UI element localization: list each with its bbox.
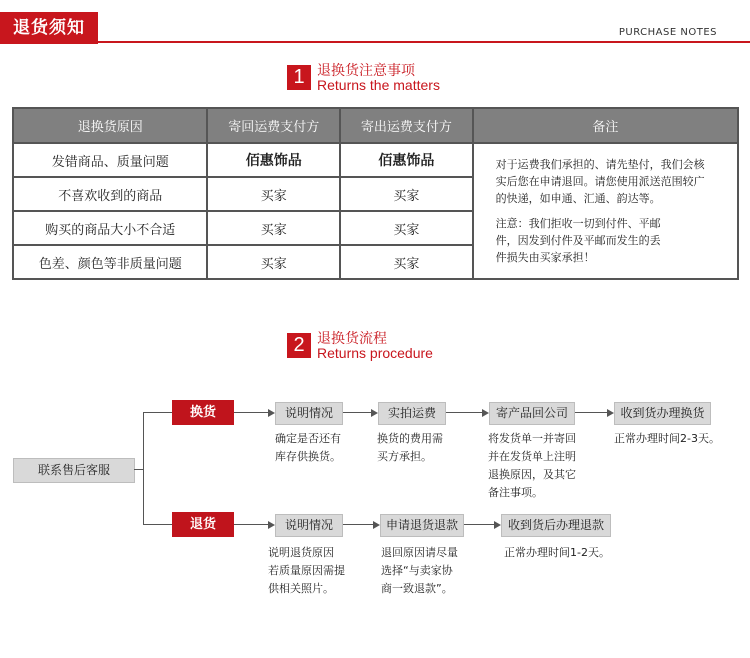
table-cell: 买家 [207, 211, 340, 245]
section1-title-en: Returns the matters [317, 77, 440, 93]
desc-line: 若质量原因需提 [268, 564, 345, 577]
desc-line: 买方承担。 [377, 450, 432, 463]
column-header: 寄回运费支付方 [207, 108, 340, 143]
exchange-step-2-desc [377, 430, 443, 466]
remark-paragraph-1 [496, 156, 723, 207]
arrow-icon [607, 409, 614, 417]
table-header-row [13, 108, 738, 143]
connector-line [143, 524, 173, 525]
desc-line: 备注事项。 [488, 486, 543, 499]
section1-number: 1 [287, 65, 311, 90]
connector-line [343, 524, 373, 525]
contact-service-box: 联系售后客服 [13, 458, 135, 483]
exchange-step-4-desc [614, 430, 720, 448]
connector-line [575, 412, 607, 413]
exchange-step-1: 说明情况 [275, 402, 343, 425]
desc-line: 供相关照片。 [268, 582, 334, 595]
connector-line [234, 524, 268, 525]
column-header: 备注 [473, 108, 738, 143]
arrow-icon [482, 409, 489, 417]
desc-line: 正常办理时间2-3天。 [614, 432, 720, 445]
remark-line: 件损失由买家承担！ [495, 251, 595, 264]
table-cell: 购买的商品大小不合适 [13, 211, 207, 245]
page-title: 退货须知 [0, 12, 98, 44]
return-step-3: 收到货后办理退款 [501, 514, 611, 537]
arrow-icon [268, 521, 275, 529]
section2-number: 2 [287, 333, 311, 358]
arrow-icon [373, 521, 380, 529]
column-header: 退换货原因 [13, 108, 207, 143]
desc-line: 确定是否还有 [275, 432, 341, 445]
desc-line: 退换原因，及其它 [488, 468, 576, 481]
connector-line [446, 412, 482, 413]
exchange-step-4: 收到货办理换货 [614, 402, 711, 425]
table-cell: 买家 [207, 245, 340, 279]
section1-title-cn: 退换货注意事项 [317, 63, 415, 79]
table-cell: 佰惠饰品 [207, 143, 340, 177]
exchange-label: 换货 [172, 400, 234, 425]
desc-line: 正常办理时间1-2天。 [504, 546, 610, 559]
header-divider [98, 41, 750, 43]
table-cell: 不喜欢收到的商品 [13, 177, 207, 211]
table-cell: 买家 [207, 177, 340, 211]
remark-line: 的快递，如申通、汇通、韵达等。 [495, 192, 661, 205]
table-cell: 色差、颜色等非质量问题 [13, 245, 207, 279]
remark-line: 对于运费我们承担的、请先垫付，我们会核 [495, 158, 705, 171]
connector-line [143, 412, 144, 525]
table-cell: 买家 [340, 177, 473, 211]
exchange-step-3-desc [488, 430, 576, 502]
table-row [13, 143, 738, 177]
table-cell: 买家 [340, 245, 473, 279]
return-step-2-desc [381, 544, 458, 598]
arrow-icon [268, 409, 275, 417]
remark-line: 注意：我们拒收一切到付件、平邮 [495, 217, 661, 230]
connector-line [143, 412, 173, 413]
returns-table [12, 107, 739, 280]
return-step-2: 申请退货退款 [380, 514, 464, 537]
desc-line: 商一致退款”。 [381, 582, 453, 595]
remark-cell [473, 143, 738, 279]
connector-line [234, 412, 268, 413]
arrow-icon [494, 521, 501, 529]
return-label: 退货 [172, 512, 234, 537]
section2-title-en: Returns procedure [317, 345, 433, 361]
desc-line: 选择“与卖家协 [381, 564, 453, 577]
connector-line [464, 524, 494, 525]
return-step-1: 说明情况 [275, 514, 343, 537]
desc-line: 退回原因请尽量 [381, 546, 458, 559]
table-cell: 发错商品、质量问题 [13, 143, 207, 177]
remark-line: 实后您在申请退回。请您使用派送范围较广 [495, 175, 705, 188]
table-cell: 佰惠饰品 [340, 143, 473, 177]
exchange-step-3: 寄产品回公司 [489, 402, 575, 425]
exchange-step-2: 实拍运费 [378, 402, 446, 425]
remark-paragraph-2 [496, 215, 723, 266]
desc-line: 换货的费用需 [377, 432, 443, 445]
exchange-step-1-desc [275, 430, 341, 466]
desc-line: 并在发货单上注明 [488, 450, 576, 463]
remark-line: 件，因发到付件及平邮而发生的丢 [495, 234, 661, 247]
desc-line: 说明退货原因 [268, 546, 334, 559]
desc-line: 库存供换货。 [275, 450, 341, 463]
table-cell: 买家 [340, 211, 473, 245]
connector-line [343, 412, 371, 413]
return-step-1-desc [268, 544, 345, 598]
return-step-3-desc [504, 544, 610, 562]
purchase-notes-label: PURCHASE NOTES [618, 27, 717, 38]
section2-title-cn: 退换货流程 [317, 331, 387, 347]
arrow-icon [371, 409, 378, 417]
desc-line: 将发货单一并寄回 [488, 432, 576, 445]
column-header: 寄出运费支付方 [340, 108, 473, 143]
